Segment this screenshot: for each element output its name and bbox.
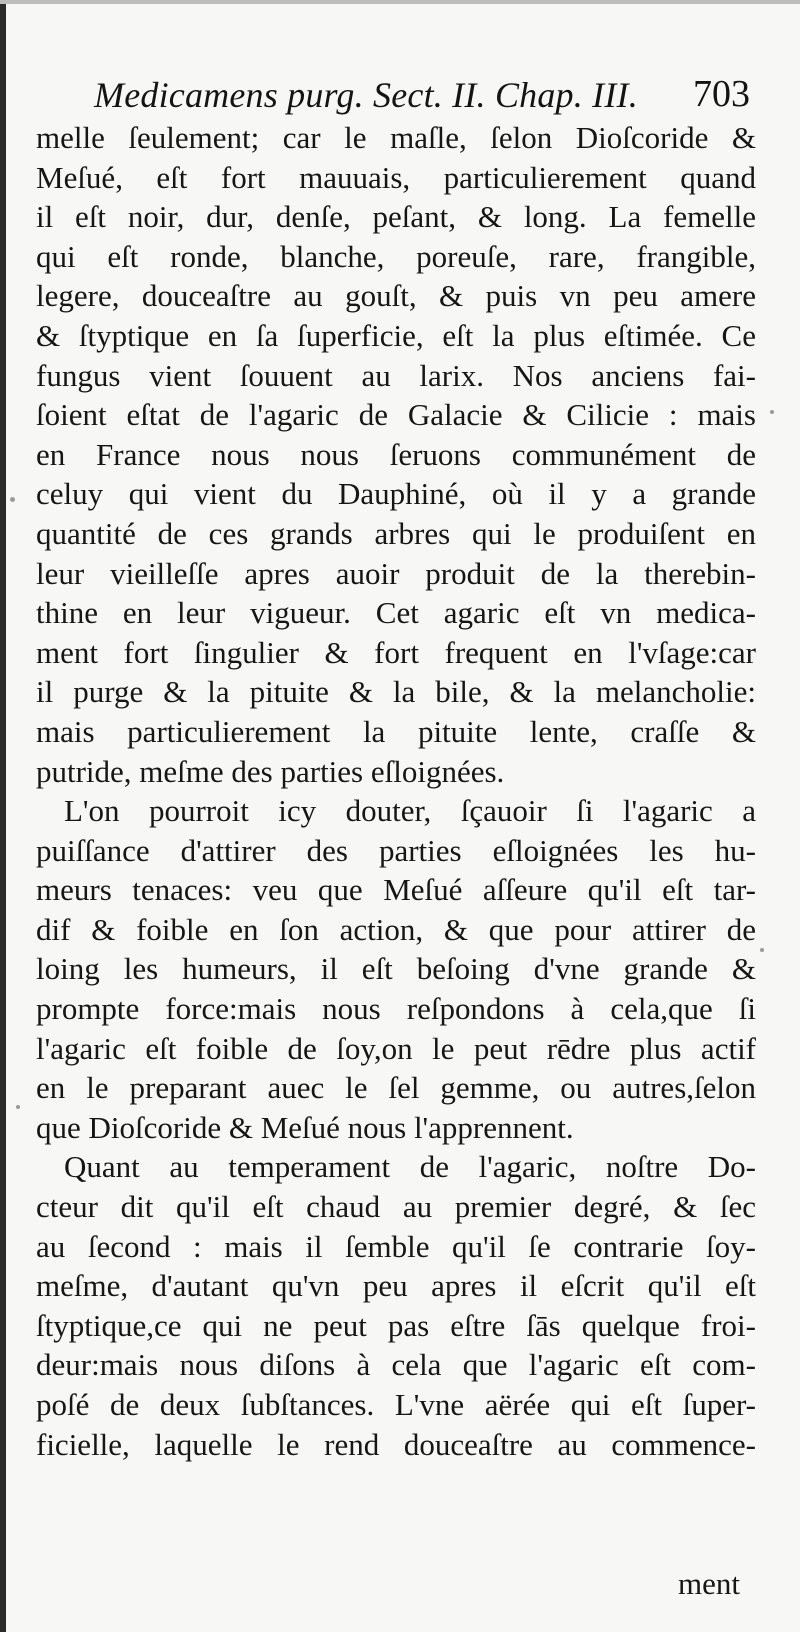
page-gutter-shadow — [0, 0, 6, 1632]
text-line: en France nous nous ſeruons communément de — [36, 436, 756, 472]
text-line: Quant au temperament de l'agaric, noſtre Do- — [64, 1149, 756, 1185]
text-line: Meſué, eſt fort mauuais, particulierement quand — [36, 159, 756, 195]
text-line: melle ſeulement; car le maſle, ſelon Dioſcoride & — [36, 120, 756, 155]
text-line: meſme, d'autant qu'vn peu apres il eſcrit qu'il eſt — [36, 1268, 756, 1304]
text-line: dif & foible en ſon action, & que pour attirer de — [36, 911, 756, 947]
text-line: ficielle, laquelle le rend douceaſtre au commence- — [36, 1426, 756, 1462]
text-line: leur vieilleſſe apres auoir produit de la therebin- — [36, 555, 756, 591]
text-line: en le preparant auec le ſel gemme, ou autres,ſelon — [36, 1070, 756, 1106]
text-line: au ſecond : mais il ſemble qu'il ſe contrarie ſoy- — [36, 1228, 756, 1264]
text-line: fungus vient ſouuent au larix. Nos anciens fai- — [36, 357, 756, 393]
body-text — [36, 118, 756, 1464]
text-line: cteur dit qu'il eſt chaud au premier degré, & ſec — [36, 1189, 756, 1225]
text-line: ment fort ſingulier & fort frequent en l'vſage:car — [36, 634, 756, 670]
page-top-edge — [0, 0, 800, 4]
text-line: l'agaric eſt foible de ſoy,on le peut rēdre plus actif — [36, 1030, 756, 1066]
text-line: quantité de ces grands arbres qui le produiſent en — [36, 515, 756, 551]
text-line: prompte force:mais nous reſpondons à cela,que ſi — [36, 991, 756, 1027]
text-line: ſtyptique,ce qui ne peut pas eſtre ſās quelque froi- — [36, 1307, 756, 1343]
ink-speck — [770, 410, 774, 414]
text-line: loing les humeurs, il eſt beſoing d'vne grande & — [36, 951, 756, 987]
text-line: celuy qui vient du Dauphiné, où il y a grande — [36, 476, 756, 512]
text-line: il eſt noir, dur, denſe, peſant, & long. La femelle — [36, 199, 756, 235]
running-head — [36, 70, 756, 118]
ink-speck — [760, 948, 764, 952]
text-line: meurs tenaces: veu que Meſué aſſeure qu'il eſt tar- — [36, 872, 756, 908]
text-line: il purge & la pituite & la bile, & la melancholie: — [36, 674, 756, 710]
page-number: 703 — [693, 73, 750, 115]
text-line: mais particulierement la pituite lente, craſſe & — [36, 713, 756, 749]
running-title: Medicamens purg. Sect. II. Chap. III. — [94, 75, 638, 115]
text-line: ſoient eſtat de l'agaric de Galacie & Cilicie : mais — [36, 397, 756, 433]
text-line: thine en leur vigueur. Cet agaric eſt vn medica- — [36, 595, 756, 631]
text-line: qui eſt ronde, blanche, poreuſe, rare, frangible, — [36, 238, 756, 274]
text-line: deur:mais nous diſons à cela que l'agaric eſt com- — [36, 1347, 756, 1383]
text-line: putride, meſme des parties eſloignées. — [36, 753, 505, 789]
text-line: que Dioſcoride & Meſué nous l'apprennent. — [36, 1109, 574, 1145]
ink-speck — [10, 497, 15, 502]
catchword: ment — [678, 1566, 740, 1601]
text-line: legere, douceaſtre au gouſt, & puis vn peu amere — [36, 278, 756, 314]
text-line: poſé de deux ſubſtances. L'vne aërée qui eſt ſuper- — [36, 1387, 756, 1422]
ink-speck — [16, 1105, 20, 1109]
text-line: puiſſance d'attirer des parties eſloignées les hu- — [36, 832, 756, 868]
text-line: L'on pourroit icy douter, ſçauoir ſi l'agaric a — [64, 793, 756, 829]
text-line: & ſtyptique en ſa ſuperficie, eſt la plus eſtimée. Ce — [36, 317, 756, 353]
